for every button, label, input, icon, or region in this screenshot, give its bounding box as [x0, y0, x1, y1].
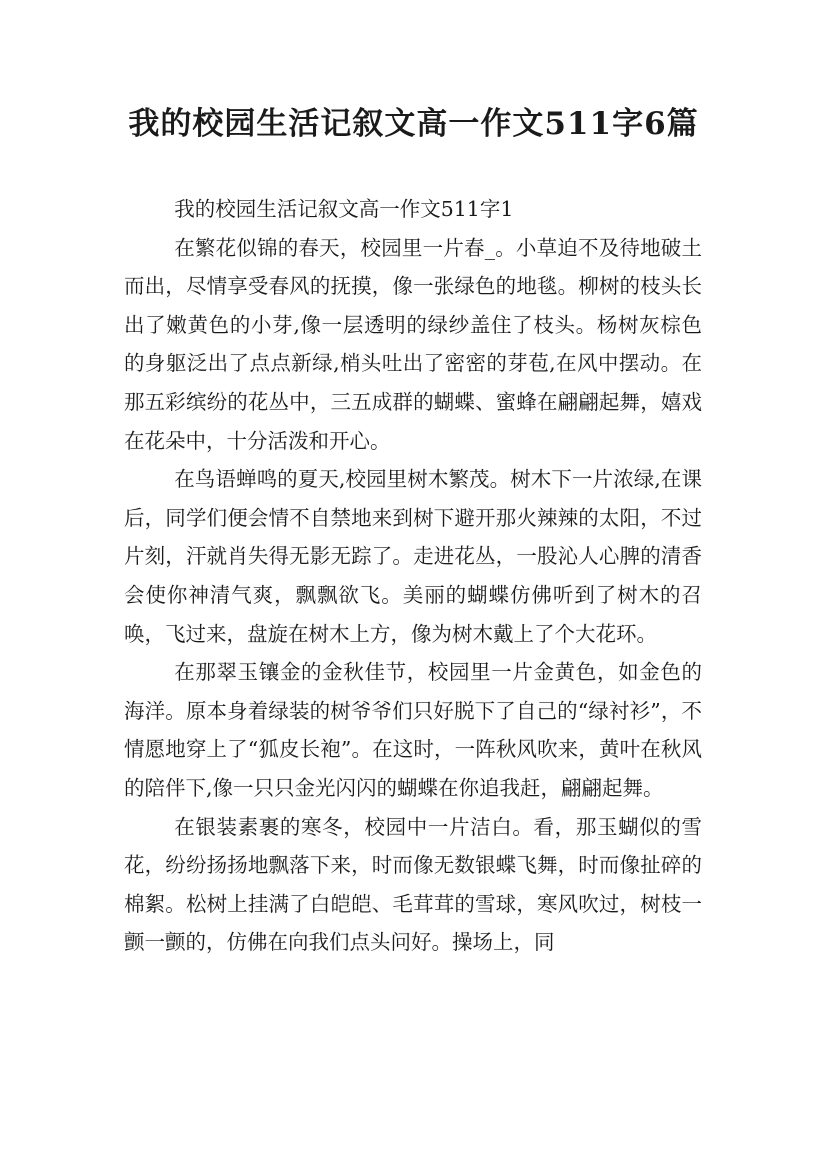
paragraph-spring: 在繁花似锦的春天，校园里一片春_。小草迫不及待地破土而出，尽情享受春风的抚摸，像一张绿色的地毯。柳树的枝头长出了嫩黄色的小芽,像一层透明的绿纱盖住了枝头。杨树灰棕色的身躯泛出了点点新绿,梢头吐出了密密的芽苞,在风中摆动。在那五彩缤纷的花丛中，三五成群的蝴蝶、蜜蜂在翩翩起舞，嬉戏在花朵中，十分活泼和开心。: [124, 235, 702, 453]
paragraph-autumn: 在那翠玉镶金的金秋佳节，校园里一片金黄色，如金色的海洋。原本身着绿装的树爷爷们只好脱下了自己的“绿衬衫”，不情愿地穿上了“狐皮长袍”。在这时，一阵秋风吹来，黄叶在秋风的陪伴下,像一只只金光闪闪的蝴蝶在你追我赶，翩翩起舞。: [124, 660, 702, 800]
paragraph-winter: 在银装素裹的寒冬，校园中一片洁白。看，那玉蝴似的雪花，纷纷扬扬地飘落下来，时而像无数银蝶飞舞，时而像扯碎的棉絮。松树上挂满了白皑皑、毛茸茸的雪球，寒风吹过，树枝一颤一颤的，仿佛在向我们点头问好。操场上，同: [124, 814, 702, 955]
document-body: [124, 190, 702, 962]
section-heading: 我的校园生活记叙文高一作文511字1: [174, 197, 514, 221]
paragraph-summer: 在鸟语蝉鸣的夏天,校园里树木繁茂。树木下一片浓绿,在课后，同学们便会情不自禁地来到树下避开那火辣辣的太阳，不过片刻，汗就肖失得无影无踪了。走进花丛，一股沁人心脾的清香会使你神清气爽，飘飘欲飞。美丽的蝴蝶仿佛听到了树木的召唤，飞过来，盘旋在树木上方，像为树木戴上了个大花环。: [124, 467, 702, 646]
document-title: 我的校园生活记叙文高一作文511字6篇: [128, 106, 699, 142]
